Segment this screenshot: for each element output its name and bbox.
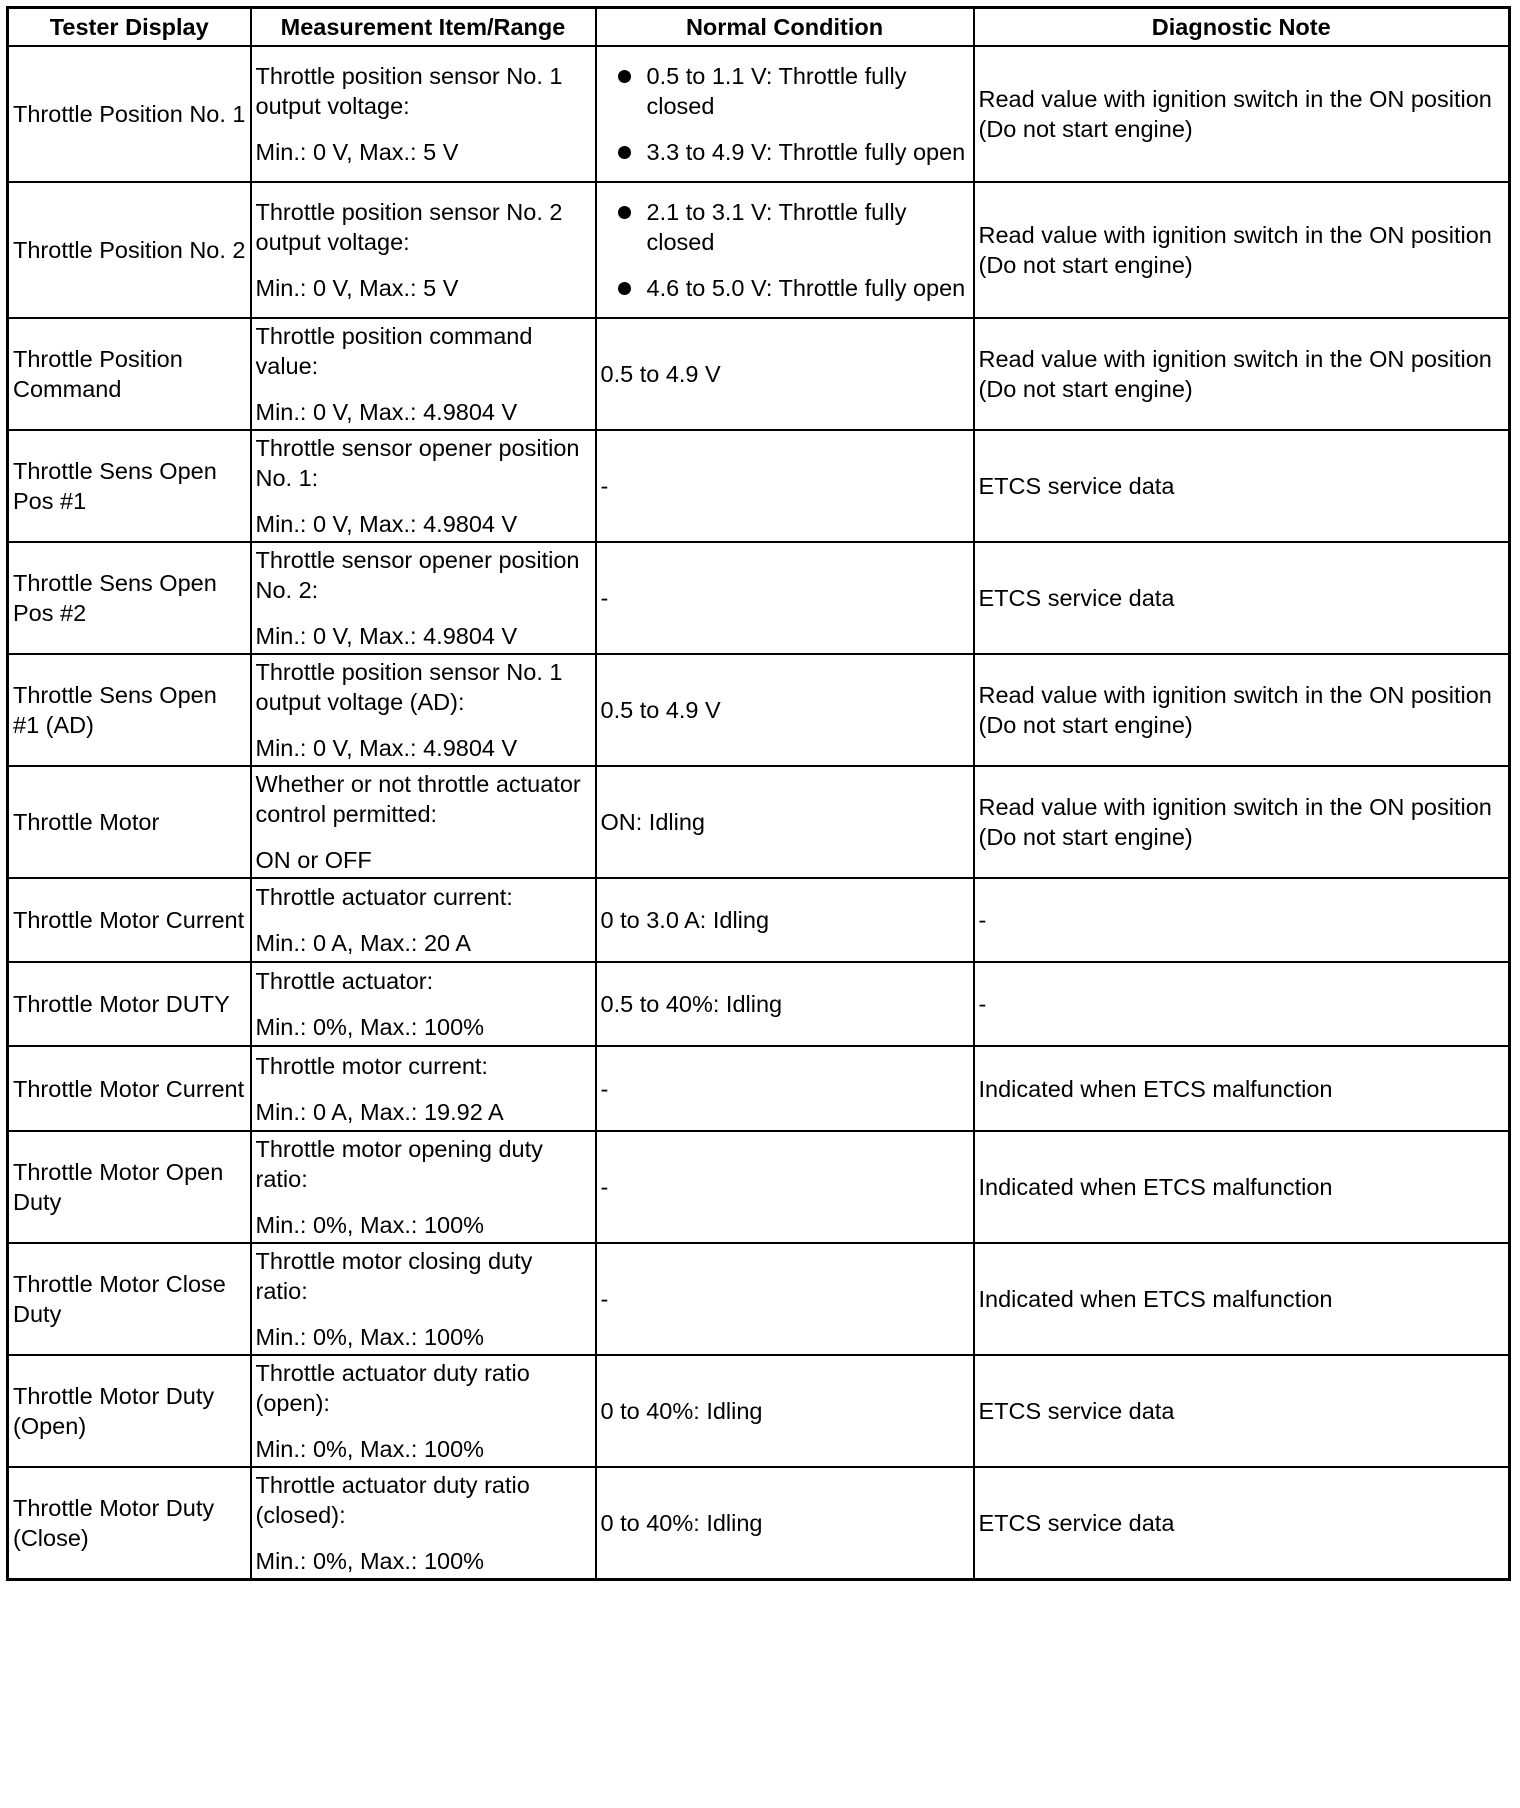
table-header-row	[8, 8, 1510, 47]
diagnostic-note-cell: Read value with ignition switch in the ON position (Do not start engine)	[974, 46, 1510, 182]
condition-bullet-list	[601, 197, 969, 303]
measurement-range: Min.: 0%, Max.: 100%	[255, 1436, 485, 1462]
measurement-cell	[251, 1131, 596, 1243]
condition-bullet-item: 0.5 to 1.1 V: Throttle fully closed	[601, 61, 969, 121]
measurement-label: Throttle position sensor No. 2 output voltage:	[255, 199, 563, 255]
measurement-label: Throttle actuator:	[255, 968, 434, 994]
condition-bullet-item: 4.6 to 5.0 V: Throttle fully open	[601, 273, 969, 303]
measurement-cell	[251, 1355, 596, 1467]
measurement-range: Min.: 0 V, Max.: 5 V	[255, 275, 459, 301]
tester-display-cell: Throttle Motor Duty (Close)	[8, 1467, 251, 1580]
table-row	[8, 182, 1510, 318]
measurement-spacer	[256, 605, 591, 621]
table-row	[8, 46, 1510, 182]
measurement-cell	[251, 46, 596, 182]
measurement-cell	[251, 654, 596, 766]
measurement-label: Throttle actuator duty ratio (open):	[255, 1360, 530, 1416]
normal-condition-cell: 0.5 to 4.9 V	[596, 318, 974, 430]
measurement-cell	[251, 962, 596, 1046]
tester-display-cell: Throttle Motor	[8, 766, 251, 878]
table-row	[8, 1467, 1510, 1580]
measurement-spacer	[256, 121, 591, 137]
normal-condition-cell: ON: Idling	[596, 766, 974, 878]
measurement-range: Min.: 0 V, Max.: 5 V	[255, 139, 459, 165]
measurement-range: Min.: 0%, Max.: 100%	[255, 1324, 485, 1350]
diagnostic-note-cell: Indicated when ETCS malfunction	[974, 1046, 1510, 1131]
table-row	[8, 962, 1510, 1046]
measurement-label: Throttle motor closing duty ratio:	[255, 1248, 533, 1304]
normal-condition-cell: 0 to 3.0 A: Idling	[596, 878, 974, 962]
measurement-label: Throttle position sensor No. 1 output voltage:	[255, 63, 563, 119]
diagnostic-note-cell: ETCS service data	[974, 1467, 1510, 1580]
tester-display-cell: Throttle Sens Open Pos #2	[8, 542, 251, 654]
measurement-spacer	[256, 717, 591, 733]
measurement-spacer	[256, 1194, 591, 1210]
diagnostic-note-cell: ETCS service data	[974, 1355, 1510, 1467]
measurement-label: Throttle position sensor No. 1 output voltage (AD):	[255, 659, 563, 715]
measurement-spacer	[256, 912, 591, 928]
normal-condition-cell	[596, 46, 974, 182]
measurement-cell	[251, 1243, 596, 1355]
tester-display-cell: Throttle Sens Open #1 (AD)	[8, 654, 251, 766]
diagnostic-note-cell: Read value with ignition switch in the ON position (Do not start engine)	[974, 318, 1510, 430]
tester-display-cell: Throttle Motor Open Duty	[8, 1131, 251, 1243]
tester-display-cell: Throttle Position No. 1	[8, 46, 251, 182]
diagnostic-note-cell: ETCS service data	[974, 542, 1510, 654]
measurement-label: Throttle position command value:	[255, 323, 533, 379]
table-row	[8, 654, 1510, 766]
normal-condition-cell: -	[596, 1243, 974, 1355]
tester-display-cell: Throttle Motor Duty (Open)	[8, 1355, 251, 1467]
header-diagnostic-note: Diagnostic Note	[974, 8, 1510, 47]
measurement-cell	[251, 1046, 596, 1131]
measurement-range: Min.: 0%, Max.: 100%	[255, 1212, 485, 1238]
measurement-range: Min.: 0 V, Max.: 4.9804 V	[255, 623, 518, 649]
normal-condition-cell: 0 to 40%: Idling	[596, 1355, 974, 1467]
measurement-cell	[251, 182, 596, 318]
measurement-cell	[251, 430, 596, 542]
measurement-spacer	[256, 1418, 591, 1434]
header-measurement-item: Measurement Item/Range	[251, 8, 596, 47]
measurement-range: Min.: 0 A, Max.: 20 A	[255, 930, 472, 956]
normal-condition-cell: -	[596, 430, 974, 542]
diagnostic-note-cell: Read value with ignition switch in the ON position (Do not start engine)	[974, 182, 1510, 318]
measurement-range: Min.: 0 V, Max.: 4.9804 V	[255, 511, 518, 537]
normal-condition-cell: -	[596, 1131, 974, 1243]
table-row	[8, 1355, 1510, 1467]
tester-display-cell: Throttle Motor DUTY	[8, 962, 251, 1046]
tester-display-cell: Throttle Sens Open Pos #1	[8, 430, 251, 542]
measurement-cell	[251, 318, 596, 430]
table-row	[8, 1131, 1510, 1243]
measurement-cell	[251, 766, 596, 878]
normal-condition-cell: 0.5 to 4.9 V	[596, 654, 974, 766]
table-body	[8, 46, 1510, 1580]
condition-bullet-item: 2.1 to 3.1 V: Throttle fully closed	[601, 197, 969, 257]
measurement-label: Throttle sensor opener position No. 1:	[255, 435, 580, 491]
normal-condition-cell: 0 to 40%: Idling	[596, 1467, 974, 1580]
table-row	[8, 542, 1510, 654]
measurement-label: Throttle motor current:	[255, 1052, 488, 1079]
table-row	[8, 1046, 1510, 1131]
measurement-spacer	[256, 1306, 591, 1322]
normal-condition-cell	[596, 182, 974, 318]
tester-display-cell: Throttle Motor Current	[8, 1046, 251, 1131]
tester-display-cell: Throttle Motor Close Duty	[8, 1243, 251, 1355]
diagnostic-note-cell: ETCS service data	[974, 430, 1510, 542]
measurement-range: Min.: 0 A, Max.: 19.92 A	[255, 1098, 504, 1125]
measurement-label: Throttle actuator duty ratio (closed):	[255, 1472, 530, 1528]
condition-bullet-list	[601, 61, 969, 167]
diagnostic-note-cell: Indicated when ETCS malfunction	[974, 1243, 1510, 1355]
measurement-range: Min.: 0 V, Max.: 4.9804 V	[255, 735, 518, 761]
measurement-spacer	[256, 257, 591, 273]
measurement-label: Throttle sensor opener position No. 2:	[255, 547, 580, 603]
measurement-cell	[251, 878, 596, 962]
measurement-spacer	[256, 1081, 591, 1097]
diagnostic-note-cell: -	[974, 878, 1510, 962]
measurement-cell	[251, 1467, 596, 1580]
table-row	[8, 766, 1510, 878]
table-row	[8, 318, 1510, 430]
diagnostic-note-cell: Read value with ignition switch in the ON position (Do not start engine)	[974, 766, 1510, 878]
measurement-label: Whether or not throttle actuator control permitted:	[255, 771, 581, 827]
diagnostic-note-cell: -	[974, 962, 1510, 1046]
data-list-table	[6, 6, 1511, 1581]
measurement-range: Min.: 0 V, Max.: 4.9804 V	[255, 399, 518, 425]
measurement-cell	[251, 542, 596, 654]
table-row	[8, 430, 1510, 542]
tester-display-cell: Throttle Motor Current	[8, 878, 251, 962]
normal-condition-cell: -	[596, 542, 974, 654]
measurement-range: ON or OFF	[255, 847, 372, 873]
measurement-spacer	[256, 1530, 591, 1546]
tester-display-cell: Throttle Position Command	[8, 318, 251, 430]
condition-bullet-item: 3.3 to 4.9 V: Throttle fully open	[601, 137, 969, 167]
measurement-spacer	[256, 829, 591, 845]
measurement-range: Min.: 0%, Max.: 100%	[255, 1014, 485, 1040]
measurement-spacer	[256, 381, 591, 397]
header-tester-display: Tester Display	[8, 8, 251, 47]
table-row	[8, 1243, 1510, 1355]
measurement-range: Min.: 0%, Max.: 100%	[255, 1548, 485, 1574]
normal-condition-cell: 0.5 to 40%: Idling	[596, 962, 974, 1046]
header-normal-condition: Normal Condition	[596, 8, 974, 47]
measurement-label: Throttle actuator current:	[255, 884, 513, 910]
measurement-spacer	[256, 996, 591, 1012]
table-row	[8, 878, 1510, 962]
normal-condition-cell: -	[596, 1046, 974, 1131]
diagnostic-note-cell: Read value with ignition switch in the ON position (Do not start engine)	[974, 654, 1510, 766]
tester-display-cell: Throttle Position No. 2	[8, 182, 251, 318]
measurement-label: Throttle motor opening duty ratio:	[255, 1136, 543, 1192]
measurement-spacer	[256, 493, 591, 509]
diagnostic-note-cell: Indicated when ETCS malfunction	[974, 1131, 1510, 1243]
